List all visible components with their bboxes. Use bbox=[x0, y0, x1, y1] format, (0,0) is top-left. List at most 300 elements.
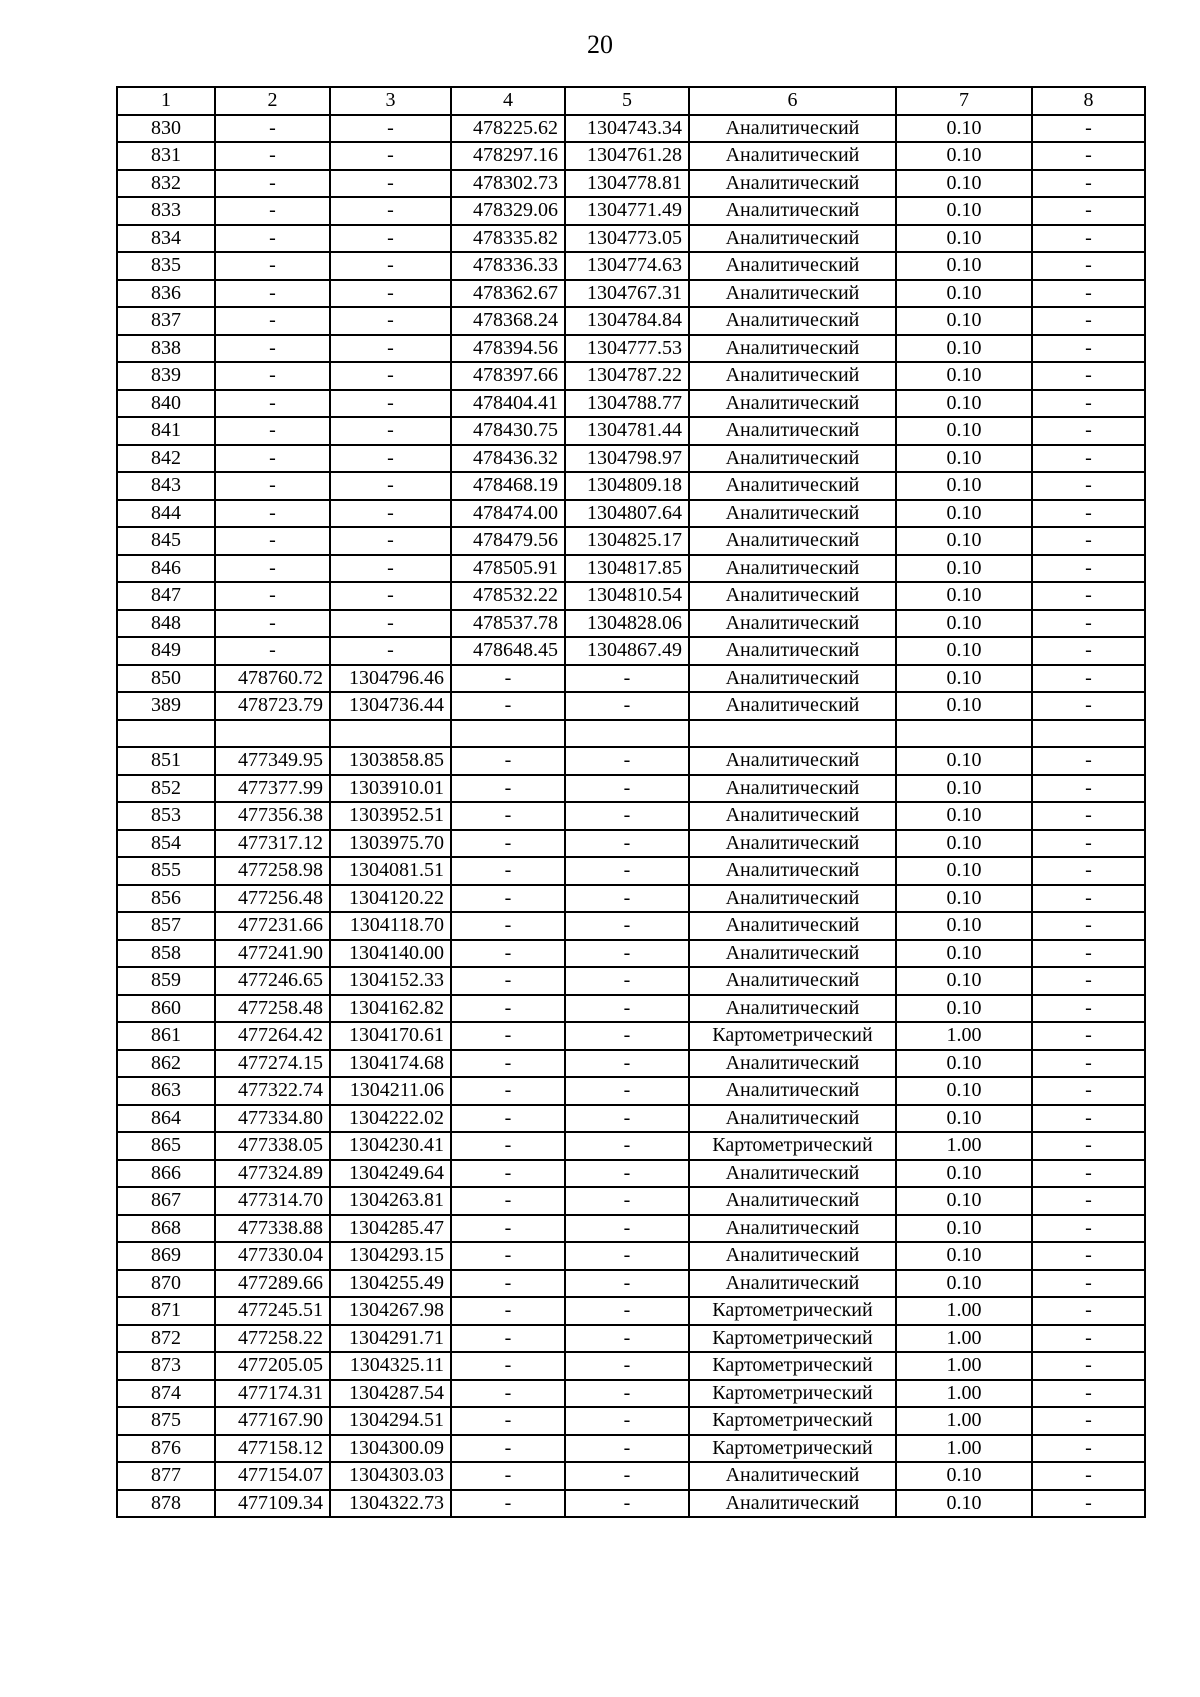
cell-y-coordinate-old: - bbox=[330, 527, 451, 555]
cell-point-number: 861 bbox=[117, 1022, 215, 1050]
cell-method: Аналитический bbox=[689, 307, 896, 335]
cell-x-coordinate-new: 478474.00 bbox=[451, 500, 565, 528]
cell-accuracy: 0.10 bbox=[896, 445, 1032, 473]
cell-description: - bbox=[1032, 472, 1145, 500]
cell-description: - bbox=[1032, 802, 1145, 830]
cell-y-coordinate-new: - bbox=[565, 857, 689, 885]
cell-method: Аналитический bbox=[689, 1462, 896, 1490]
table-row bbox=[117, 1215, 1145, 1243]
cell-method: Аналитический bbox=[689, 995, 896, 1023]
cell-description: - bbox=[1032, 252, 1145, 280]
column-header-1: 1 bbox=[117, 87, 215, 115]
cell-x-coordinate-old: - bbox=[215, 335, 330, 363]
cell-description: - bbox=[1032, 307, 1145, 335]
cell-method: Аналитический bbox=[689, 142, 896, 170]
cell-y-coordinate-new: - bbox=[565, 940, 689, 968]
cell-x-coordinate-old: 478723.79 bbox=[215, 692, 330, 720]
cell-method: Аналитический bbox=[689, 225, 896, 253]
cell-description bbox=[1032, 720, 1145, 748]
cell-y-coordinate-old: 1304152.33 bbox=[330, 967, 451, 995]
cell-point-number: 858 bbox=[117, 940, 215, 968]
cell-y-coordinate-new: 1304781.44 bbox=[565, 417, 689, 445]
cell-method: Аналитический bbox=[689, 857, 896, 885]
cell-y-coordinate-old: 1304285.47 bbox=[330, 1215, 451, 1243]
table-row bbox=[117, 885, 1145, 913]
cell-point-number: 867 bbox=[117, 1187, 215, 1215]
cell-method: Аналитический bbox=[689, 472, 896, 500]
cell-description: - bbox=[1032, 582, 1145, 610]
cell-x-coordinate-old: - bbox=[215, 527, 330, 555]
table-row bbox=[117, 720, 1145, 748]
cell-x-coordinate-new: 478335.82 bbox=[451, 225, 565, 253]
table-row bbox=[117, 170, 1145, 198]
cell-accuracy: 0.10 bbox=[896, 1270, 1032, 1298]
cell-point-number: 870 bbox=[117, 1270, 215, 1298]
cell-x-coordinate-new: 478537.78 bbox=[451, 610, 565, 638]
cell-y-coordinate-old: 1304174.68 bbox=[330, 1050, 451, 1078]
table-row bbox=[117, 142, 1145, 170]
cell-x-coordinate-old: 477330.04 bbox=[215, 1242, 330, 1270]
cell-y-coordinate-old: 1304736.44 bbox=[330, 692, 451, 720]
cell-x-coordinate-new: - bbox=[451, 802, 565, 830]
cell-method: Аналитический bbox=[689, 362, 896, 390]
cell-description: - bbox=[1032, 335, 1145, 363]
cell-point-number: 864 bbox=[117, 1105, 215, 1133]
cell-x-coordinate-old: - bbox=[215, 472, 330, 500]
cell-accuracy: 0.10 bbox=[896, 747, 1032, 775]
column-header-5: 5 bbox=[565, 87, 689, 115]
cell-x-coordinate-new: - bbox=[451, 885, 565, 913]
cell-method: Аналитический bbox=[689, 1270, 896, 1298]
cell-x-coordinate-new: - bbox=[451, 830, 565, 858]
cell-description: - bbox=[1032, 1352, 1145, 1380]
cell-accuracy: 0.10 bbox=[896, 1490, 1032, 1518]
cell-method: Картометрический bbox=[689, 1132, 896, 1160]
cell-x-coordinate-old: 477324.89 bbox=[215, 1160, 330, 1188]
cell-accuracy: 0.10 bbox=[896, 335, 1032, 363]
cell-method: Картометрический bbox=[689, 1297, 896, 1325]
cell-x-coordinate-old: 477109.34 bbox=[215, 1490, 330, 1518]
cell-point-number: 830 bbox=[117, 115, 215, 143]
cell-accuracy: 0.10 bbox=[896, 582, 1032, 610]
cell-accuracy: 0.10 bbox=[896, 802, 1032, 830]
cell-point-number: 835 bbox=[117, 252, 215, 280]
table-row bbox=[117, 1132, 1145, 1160]
cell-point-number: 875 bbox=[117, 1407, 215, 1435]
cell-y-coordinate-old: 1304162.82 bbox=[330, 995, 451, 1023]
table-row bbox=[117, 582, 1145, 610]
cell-accuracy: 0.10 bbox=[896, 280, 1032, 308]
cell-description: - bbox=[1032, 1022, 1145, 1050]
table-row bbox=[117, 912, 1145, 940]
cell-description: - bbox=[1032, 225, 1145, 253]
cell-x-coordinate-new: - bbox=[451, 692, 565, 720]
cell-y-coordinate-new: - bbox=[565, 1160, 689, 1188]
cell-y-coordinate-old: 1304322.73 bbox=[330, 1490, 451, 1518]
cell-point-number: 847 bbox=[117, 582, 215, 610]
cell-point-number: 863 bbox=[117, 1077, 215, 1105]
page-number: 20 bbox=[587, 30, 613, 59]
cell-y-coordinate-old: 1304263.81 bbox=[330, 1187, 451, 1215]
cell-x-coordinate-new: 478394.56 bbox=[451, 335, 565, 363]
cell-method: Картометрический bbox=[689, 1022, 896, 1050]
cell-y-coordinate-new: 1304798.97 bbox=[565, 445, 689, 473]
cell-method: Аналитический bbox=[689, 610, 896, 638]
cell-y-coordinate-old: 1304140.00 bbox=[330, 940, 451, 968]
cell-point-number: 872 bbox=[117, 1325, 215, 1353]
cell-point-number: 876 bbox=[117, 1435, 215, 1463]
cell-accuracy: 0.10 bbox=[896, 527, 1032, 555]
cell-point-number: 868 bbox=[117, 1215, 215, 1243]
table-row bbox=[117, 1270, 1145, 1298]
cell-point-number: 846 bbox=[117, 555, 215, 583]
cell-description: - bbox=[1032, 940, 1145, 968]
cell-method: Аналитический bbox=[689, 390, 896, 418]
cell-method: Аналитический bbox=[689, 527, 896, 555]
cell-x-coordinate-old: 477317.12 bbox=[215, 830, 330, 858]
cell-method: Картометрический bbox=[689, 1325, 896, 1353]
cell-accuracy: 0.10 bbox=[896, 692, 1032, 720]
cell-description: - bbox=[1032, 1242, 1145, 1270]
cell-accuracy: 0.10 bbox=[896, 637, 1032, 665]
cell-accuracy: 1.00 bbox=[896, 1380, 1032, 1408]
cell-y-coordinate-new: 1304828.06 bbox=[565, 610, 689, 638]
table-row bbox=[117, 1490, 1145, 1518]
cell-y-coordinate-old: 1304796.46 bbox=[330, 665, 451, 693]
cell-point-number: 848 bbox=[117, 610, 215, 638]
table-row bbox=[117, 1325, 1145, 1353]
cell-point-number: 839 bbox=[117, 362, 215, 390]
cell-y-coordinate-old: - bbox=[330, 170, 451, 198]
cell-x-coordinate-old: - bbox=[215, 197, 330, 225]
cell-y-coordinate-old: 1304120.22 bbox=[330, 885, 451, 913]
cell-y-coordinate-new: 1304771.49 bbox=[565, 197, 689, 225]
cell-description: - bbox=[1032, 610, 1145, 638]
cell-x-coordinate-new: - bbox=[451, 912, 565, 940]
cell-method: Аналитический bbox=[689, 252, 896, 280]
cell-method: Аналитический bbox=[689, 417, 896, 445]
cell-y-coordinate-new: - bbox=[565, 830, 689, 858]
cell-accuracy bbox=[896, 720, 1032, 748]
table-row bbox=[117, 995, 1145, 1023]
cell-accuracy: 0.10 bbox=[896, 390, 1032, 418]
cell-point-number: 854 bbox=[117, 830, 215, 858]
cell-x-coordinate-old: 477334.80 bbox=[215, 1105, 330, 1133]
cell-point-number bbox=[117, 720, 215, 748]
table-row bbox=[117, 362, 1145, 390]
table-row bbox=[117, 555, 1145, 583]
cell-accuracy: 0.10 bbox=[896, 775, 1032, 803]
table-row bbox=[117, 637, 1145, 665]
cell-method: Аналитический bbox=[689, 115, 896, 143]
table-row bbox=[117, 1435, 1145, 1463]
coordinates-table bbox=[116, 86, 1146, 1518]
cell-x-coordinate-old: 477322.74 bbox=[215, 1077, 330, 1105]
cell-x-coordinate-old: 477256.48 bbox=[215, 885, 330, 913]
cell-method: Картометрический bbox=[689, 1380, 896, 1408]
cell-method: Аналитический bbox=[689, 1215, 896, 1243]
cell-x-coordinate-old: 477289.66 bbox=[215, 1270, 330, 1298]
cell-description: - bbox=[1032, 1050, 1145, 1078]
cell-point-number: 850 bbox=[117, 665, 215, 693]
cell-accuracy: 0.10 bbox=[896, 225, 1032, 253]
cell-description: - bbox=[1032, 1270, 1145, 1298]
cell-x-coordinate-new: - bbox=[451, 1105, 565, 1133]
cell-accuracy: 1.00 bbox=[896, 1325, 1032, 1353]
cell-x-coordinate-new: - bbox=[451, 1435, 565, 1463]
cell-y-coordinate-old: - bbox=[330, 445, 451, 473]
cell-accuracy: 0.10 bbox=[896, 500, 1032, 528]
cell-description: - bbox=[1032, 747, 1145, 775]
cell-method: Аналитический bbox=[689, 1050, 896, 1078]
cell-y-coordinate-old: - bbox=[330, 252, 451, 280]
column-header-3: 3 bbox=[330, 87, 451, 115]
cell-y-coordinate-new: - bbox=[565, 1242, 689, 1270]
cell-y-coordinate-new: - bbox=[565, 885, 689, 913]
cell-x-coordinate-new: - bbox=[451, 857, 565, 885]
cell-accuracy: 0.10 bbox=[896, 472, 1032, 500]
cell-description: - bbox=[1032, 967, 1145, 995]
cell-x-coordinate-new: 478225.62 bbox=[451, 115, 565, 143]
cell-y-coordinate-old: 1304291.71 bbox=[330, 1325, 451, 1353]
cell-point-number: 865 bbox=[117, 1132, 215, 1160]
cell-y-coordinate-new: 1304810.54 bbox=[565, 582, 689, 610]
cell-x-coordinate-old: - bbox=[215, 390, 330, 418]
cell-y-coordinate-new: 1304784.84 bbox=[565, 307, 689, 335]
cell-point-number: 832 bbox=[117, 170, 215, 198]
cell-x-coordinate-new: - bbox=[451, 1050, 565, 1078]
cell-y-coordinate-old: - bbox=[330, 335, 451, 363]
cell-x-coordinate-old: - bbox=[215, 610, 330, 638]
cell-y-coordinate-old: - bbox=[330, 390, 451, 418]
cell-x-coordinate-old: 477258.48 bbox=[215, 995, 330, 1023]
cell-x-coordinate-old bbox=[215, 720, 330, 748]
table-row bbox=[117, 610, 1145, 638]
cell-y-coordinate-old: 1304255.49 bbox=[330, 1270, 451, 1298]
cell-y-coordinate-old: 1304230.41 bbox=[330, 1132, 451, 1160]
cell-x-coordinate-old: 477205.05 bbox=[215, 1352, 330, 1380]
table-header-row bbox=[117, 87, 1145, 115]
cell-y-coordinate-old: - bbox=[330, 500, 451, 528]
cell-method: Аналитический bbox=[689, 555, 896, 583]
table-row bbox=[117, 1050, 1145, 1078]
table-row bbox=[117, 1242, 1145, 1270]
cell-point-number: 855 bbox=[117, 857, 215, 885]
cell-point-number: 852 bbox=[117, 775, 215, 803]
cell-x-coordinate-old: - bbox=[215, 252, 330, 280]
cell-y-coordinate-old: 1304303.03 bbox=[330, 1462, 451, 1490]
column-header-7: 7 bbox=[896, 87, 1032, 115]
cell-y-coordinate-new: - bbox=[565, 665, 689, 693]
table-row bbox=[117, 1462, 1145, 1490]
cell-x-coordinate-new: - bbox=[451, 1160, 565, 1188]
cell-y-coordinate-new bbox=[565, 720, 689, 748]
table-row bbox=[117, 1077, 1145, 1105]
cell-method: Аналитический bbox=[689, 912, 896, 940]
cell-x-coordinate-new: 478430.75 bbox=[451, 417, 565, 445]
cell-method: Аналитический bbox=[689, 582, 896, 610]
cell-x-coordinate-old: - bbox=[215, 225, 330, 253]
cell-description: - bbox=[1032, 115, 1145, 143]
cell-y-coordinate-new: - bbox=[565, 1187, 689, 1215]
cell-x-coordinate-new: - bbox=[451, 1022, 565, 1050]
table-row bbox=[117, 115, 1145, 143]
cell-y-coordinate-old: 1304325.11 bbox=[330, 1352, 451, 1380]
cell-y-coordinate-old: - bbox=[330, 197, 451, 225]
cell-y-coordinate-old bbox=[330, 720, 451, 748]
cell-y-coordinate-old: - bbox=[330, 472, 451, 500]
cell-description: - bbox=[1032, 1380, 1145, 1408]
cell-point-number: 869 bbox=[117, 1242, 215, 1270]
cell-point-number: 862 bbox=[117, 1050, 215, 1078]
cell-method: Аналитический bbox=[689, 940, 896, 968]
cell-description: - bbox=[1032, 445, 1145, 473]
table-row bbox=[117, 225, 1145, 253]
cell-y-coordinate-new: - bbox=[565, 1462, 689, 1490]
cell-y-coordinate-new: - bbox=[565, 747, 689, 775]
cell-x-coordinate-old: - bbox=[215, 280, 330, 308]
cell-method: Аналитический bbox=[689, 967, 896, 995]
cell-method: Аналитический bbox=[689, 1160, 896, 1188]
cell-y-coordinate-new: - bbox=[565, 1435, 689, 1463]
table-row bbox=[117, 445, 1145, 473]
cell-x-coordinate-new: 478302.73 bbox=[451, 170, 565, 198]
table-row bbox=[117, 1380, 1145, 1408]
table-row bbox=[117, 802, 1145, 830]
cell-description: - bbox=[1032, 1297, 1145, 1325]
cell-point-number: 853 bbox=[117, 802, 215, 830]
cell-point-number: 842 bbox=[117, 445, 215, 473]
cell-y-coordinate-new: 1304743.34 bbox=[565, 115, 689, 143]
cell-x-coordinate-new: 478505.91 bbox=[451, 555, 565, 583]
table-row bbox=[117, 335, 1145, 363]
cell-x-coordinate-new: - bbox=[451, 1380, 565, 1408]
cell-y-coordinate-old: 1303858.85 bbox=[330, 747, 451, 775]
cell-x-coordinate-old: - bbox=[215, 637, 330, 665]
table-row bbox=[117, 967, 1145, 995]
cell-accuracy: 0.10 bbox=[896, 1050, 1032, 1078]
cell-x-coordinate-new: - bbox=[451, 1215, 565, 1243]
cell-method: Аналитический bbox=[689, 500, 896, 528]
cell-y-coordinate-old: - bbox=[330, 307, 451, 335]
cell-x-coordinate-old: 477274.15 bbox=[215, 1050, 330, 1078]
column-header-4: 4 bbox=[451, 87, 565, 115]
cell-description: - bbox=[1032, 912, 1145, 940]
cell-description: - bbox=[1032, 637, 1145, 665]
cell-x-coordinate-new: - bbox=[451, 1187, 565, 1215]
table-row bbox=[117, 390, 1145, 418]
cell-y-coordinate-new: - bbox=[565, 1270, 689, 1298]
cell-method: Аналитический bbox=[689, 445, 896, 473]
cell-description: - bbox=[1032, 1187, 1145, 1215]
cell-x-coordinate-old: - bbox=[215, 582, 330, 610]
cell-point-number: 833 bbox=[117, 197, 215, 225]
cell-x-coordinate-new: 478436.32 bbox=[451, 445, 565, 473]
table-row bbox=[117, 500, 1145, 528]
cell-point-number: 866 bbox=[117, 1160, 215, 1188]
cell-y-coordinate-old: 1304300.09 bbox=[330, 1435, 451, 1463]
cell-y-coordinate-new: 1304825.17 bbox=[565, 527, 689, 555]
cell-y-coordinate-new: - bbox=[565, 775, 689, 803]
cell-y-coordinate-old: - bbox=[330, 362, 451, 390]
cell-x-coordinate-new: - bbox=[451, 1352, 565, 1380]
cell-x-coordinate-new: - bbox=[451, 747, 565, 775]
cell-point-number: 878 bbox=[117, 1490, 215, 1518]
cell-point-number: 843 bbox=[117, 472, 215, 500]
cell-method: Картометрический bbox=[689, 1352, 896, 1380]
cell-point-number: 837 bbox=[117, 307, 215, 335]
cell-description: - bbox=[1032, 830, 1145, 858]
cell-description: - bbox=[1032, 775, 1145, 803]
table-row bbox=[117, 857, 1145, 885]
cell-accuracy: 0.10 bbox=[896, 417, 1032, 445]
cell-accuracy: 0.10 bbox=[896, 1215, 1032, 1243]
cell-y-coordinate-old: - bbox=[330, 115, 451, 143]
cell-accuracy: 0.10 bbox=[896, 610, 1032, 638]
cell-description: - bbox=[1032, 1105, 1145, 1133]
table-row bbox=[117, 775, 1145, 803]
cell-x-coordinate-new: 478397.66 bbox=[451, 362, 565, 390]
table-row bbox=[117, 417, 1145, 445]
cell-y-coordinate-old: 1304118.70 bbox=[330, 912, 451, 940]
cell-accuracy: 0.10 bbox=[896, 857, 1032, 885]
cell-y-coordinate-new: 1304807.64 bbox=[565, 500, 689, 528]
cell-description: - bbox=[1032, 527, 1145, 555]
cell-point-number: 849 bbox=[117, 637, 215, 665]
cell-description: - bbox=[1032, 142, 1145, 170]
cell-description: - bbox=[1032, 1215, 1145, 1243]
cell-x-coordinate-old: 477246.65 bbox=[215, 967, 330, 995]
cell-accuracy: 0.10 bbox=[896, 170, 1032, 198]
cell-x-coordinate-old: 477158.12 bbox=[215, 1435, 330, 1463]
cell-y-coordinate-old: - bbox=[330, 225, 451, 253]
cell-y-coordinate-old: 1304081.51 bbox=[330, 857, 451, 885]
cell-x-coordinate-old: 477167.90 bbox=[215, 1407, 330, 1435]
cell-accuracy: 0.10 bbox=[896, 940, 1032, 968]
cell-method: Аналитический bbox=[689, 1105, 896, 1133]
cell-x-coordinate-old: - bbox=[215, 142, 330, 170]
cell-y-coordinate-old: 1304287.54 bbox=[330, 1380, 451, 1408]
cell-y-coordinate-new: - bbox=[565, 1380, 689, 1408]
cell-y-coordinate-old: 1304294.51 bbox=[330, 1407, 451, 1435]
cell-x-coordinate-old: - bbox=[215, 307, 330, 335]
cell-y-coordinate-old: - bbox=[330, 610, 451, 638]
cell-y-coordinate-new: 1304817.85 bbox=[565, 555, 689, 583]
cell-accuracy: 0.10 bbox=[896, 252, 1032, 280]
cell-x-coordinate-old: 477338.88 bbox=[215, 1215, 330, 1243]
cell-accuracy: 0.10 bbox=[896, 1105, 1032, 1133]
cell-accuracy: 0.10 bbox=[896, 1187, 1032, 1215]
cell-x-coordinate-new: 478362.67 bbox=[451, 280, 565, 308]
cell-point-number: 389 bbox=[117, 692, 215, 720]
cell-x-coordinate-new: 478329.06 bbox=[451, 197, 565, 225]
cell-description: - bbox=[1032, 1077, 1145, 1105]
table-row bbox=[117, 280, 1145, 308]
cell-point-number: 860 bbox=[117, 995, 215, 1023]
cell-description: - bbox=[1032, 885, 1145, 913]
cell-point-number: 844 bbox=[117, 500, 215, 528]
cell-x-coordinate-old: 477377.99 bbox=[215, 775, 330, 803]
cell-accuracy: 0.10 bbox=[896, 1160, 1032, 1188]
cell-y-coordinate-new: - bbox=[565, 1297, 689, 1325]
cell-y-coordinate-old: 1304222.02 bbox=[330, 1105, 451, 1133]
cell-description: - bbox=[1032, 390, 1145, 418]
cell-x-coordinate-new: - bbox=[451, 1242, 565, 1270]
cell-method: Аналитический bbox=[689, 1077, 896, 1105]
cell-x-coordinate-old: 477356.38 bbox=[215, 802, 330, 830]
cell-y-coordinate-old: 1304293.15 bbox=[330, 1242, 451, 1270]
cell-y-coordinate-new: - bbox=[565, 1105, 689, 1133]
